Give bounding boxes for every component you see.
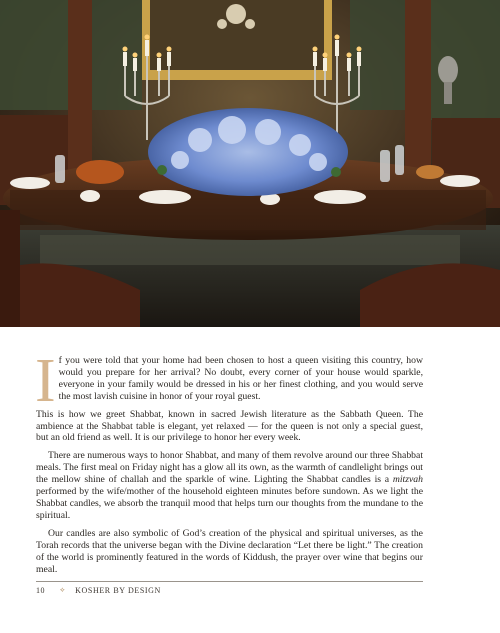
mitzvah-term: mitzvah (392, 474, 423, 486)
paragraph-sabbath-queen: This is how we greet Shabbat, known in sacred Jewish literature as the Sabbath Queen. The ambience at the Shabbat table is elegant, yet relaxed — for the queen is not only a special guest, but an old friend as well. It is our privilege to honor her every week. (36, 408, 423, 444)
paragraph-shabbat-meals (36, 450, 423, 521)
paragraph-shabbat-meals-a: There are numerous ways to honor Shabbat, and many of them revolve around our three Shabbat meals. The first meal on Friday night has a glow all its own, as the warmth of candlelight brings out the mellow shine of challah and the sparkle of wine. Lighting the Shabbat candles is a (36, 450, 424, 486)
page-number: 10 (36, 586, 45, 595)
paragraph-candles: Our candles are also symbolic of God’s creation of the physical and spiritual universes, as the Torah records that the universe began with the Divine declaration “Let there be light.” The creation of the world is prominently featured in the words of Kiddush, the prayer over wine that begins our meal. (36, 527, 423, 575)
paragraph-intro (35, 347, 423, 415)
page-footer (36, 581, 423, 595)
drop-cap: I (35, 347, 56, 415)
article-body (35, 347, 424, 581)
paragraph-intro-text: f you were told that your home had been chosen to host a queen visiting this country, how would you prepare for her arrival? No doubt, every corner of your house would sparkle, everyone in your family would be dressed in his or her finest clothing, and you would serve the most lavish cuisine in honor of your royal guest. (58, 355, 423, 402)
book-title: KOSHER BY DESIGN (75, 586, 161, 595)
paragraph-shabbat-meals-b: performed by the wife/mother of the household eighteen minutes before sundown. As we light the Shabbat candles, we absorb the tranquil mood that helps turn our thoughts from the mundane to the spiritual. (36, 486, 423, 521)
footer-ornament-icon: ⟡ (60, 586, 66, 594)
